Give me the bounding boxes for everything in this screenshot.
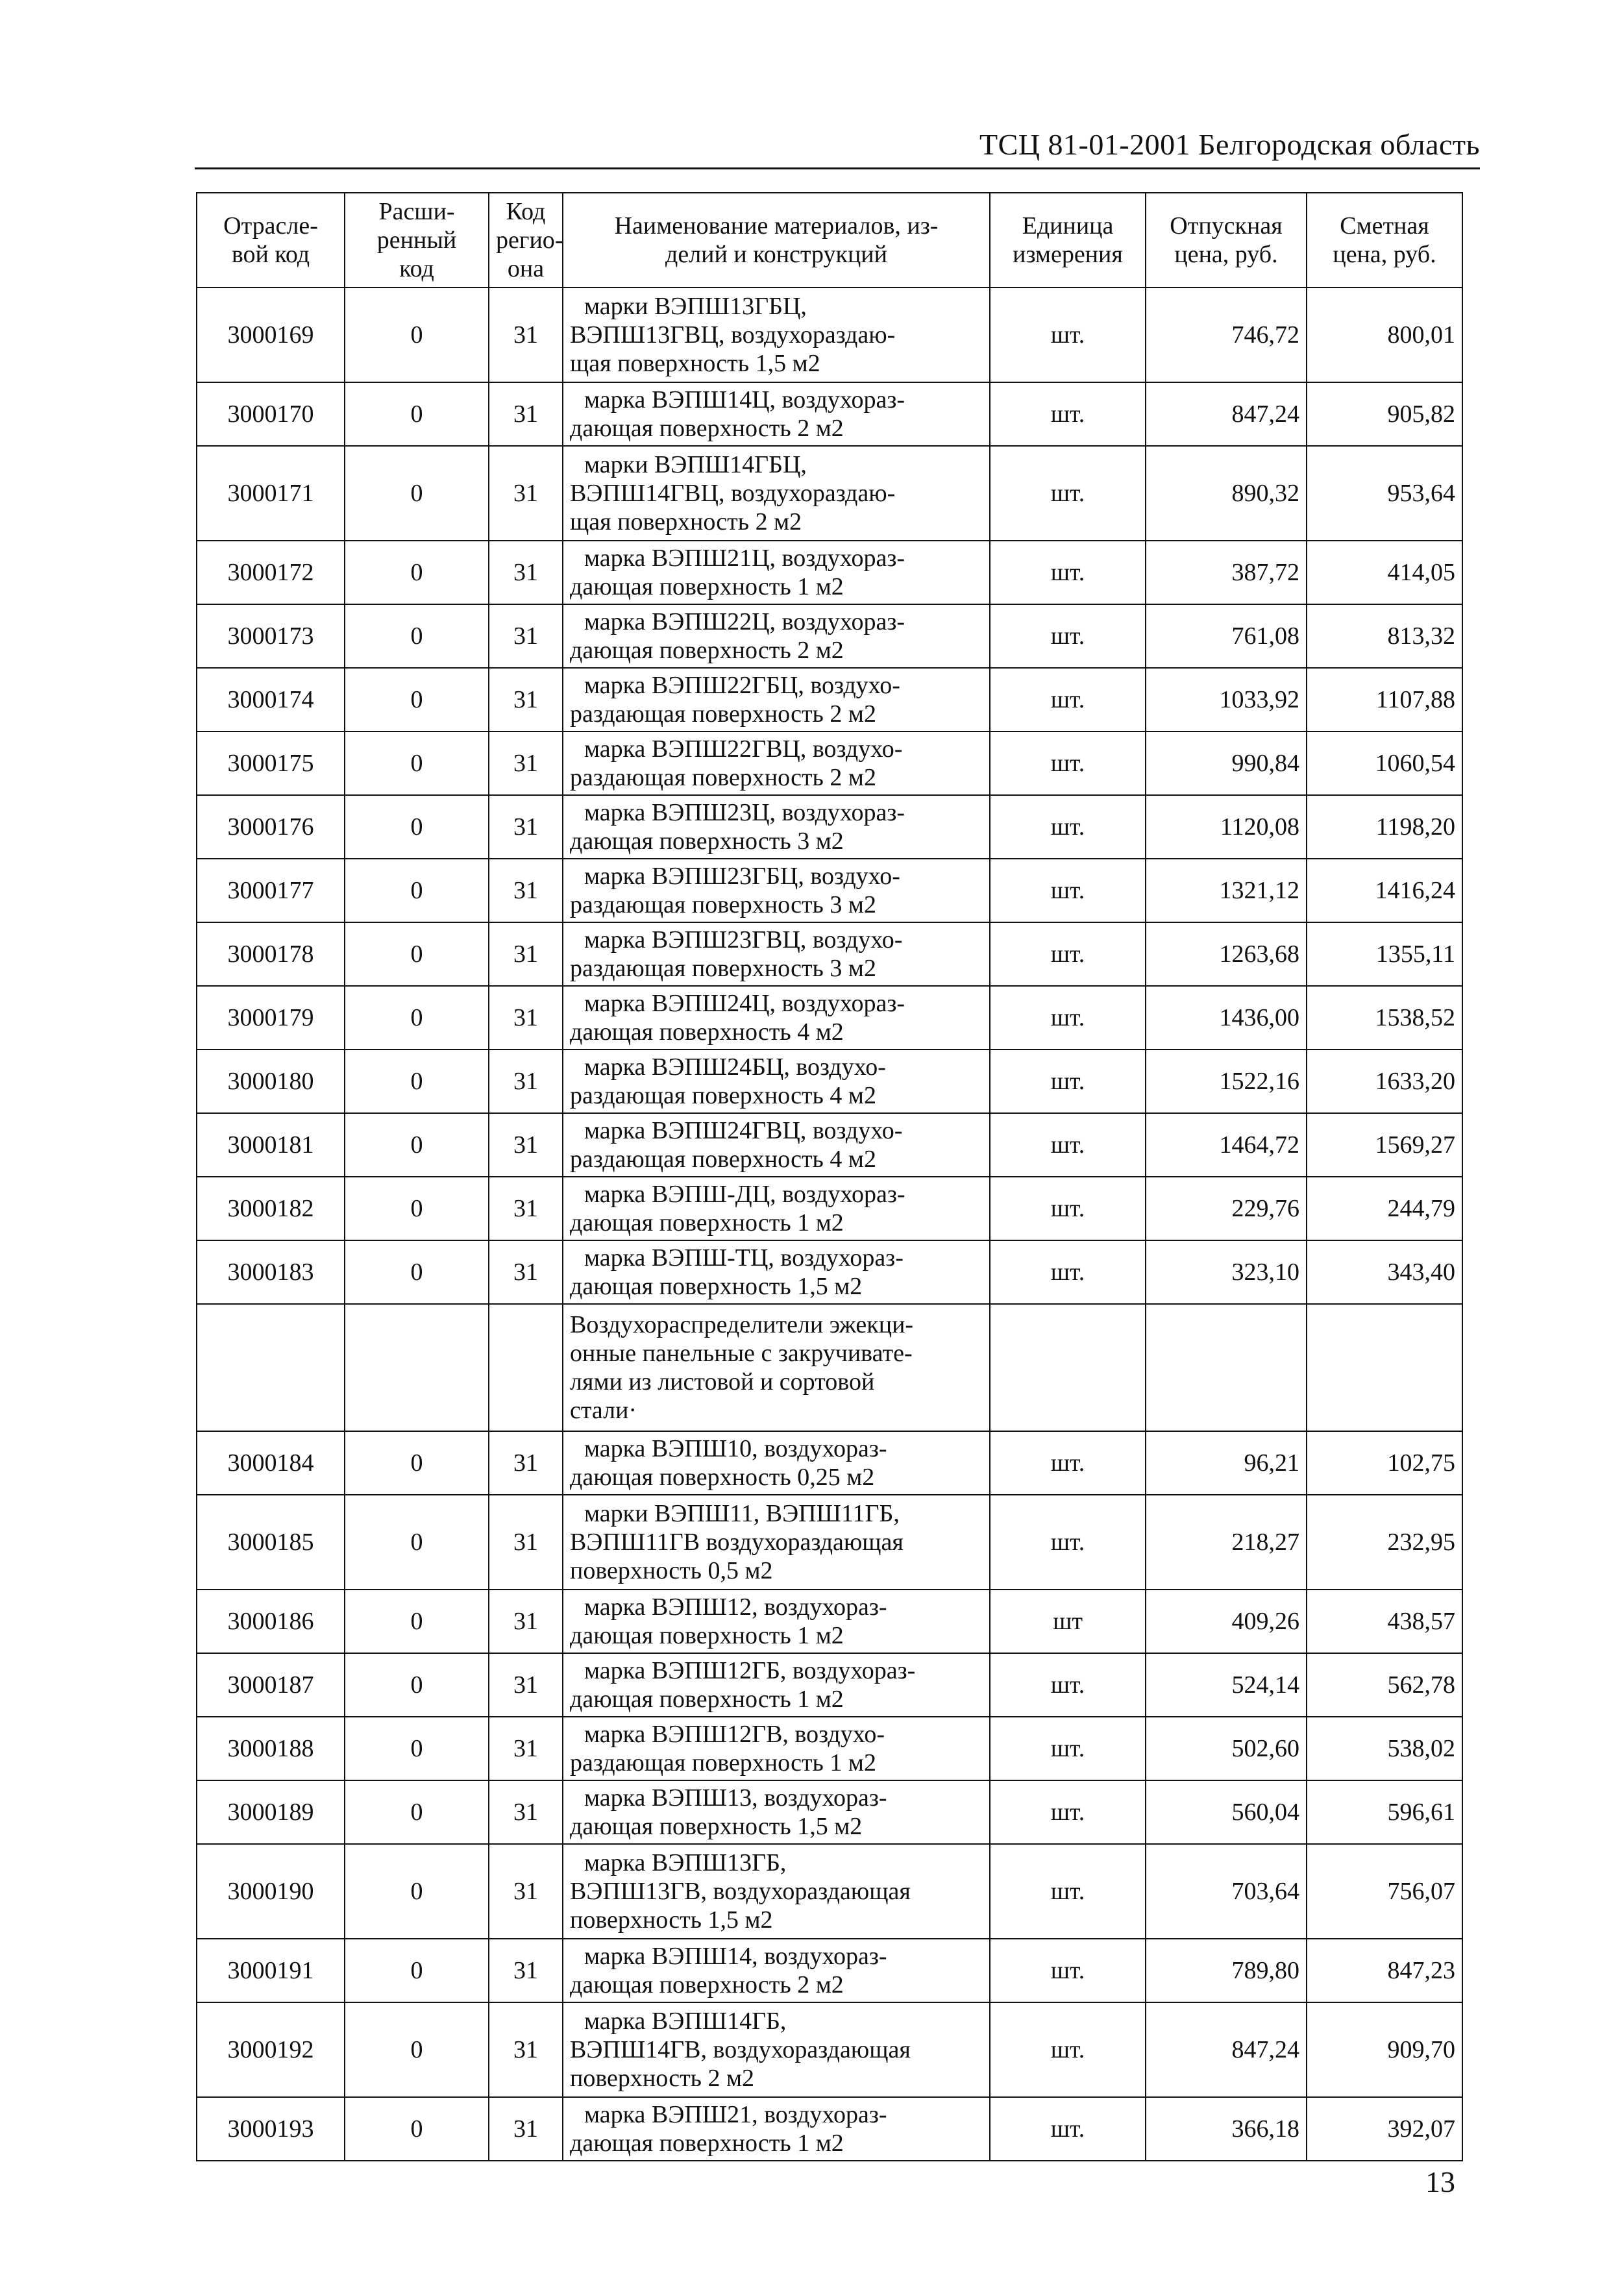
item-name-line: марки ВЭПШ13ГБЦ, [584, 293, 807, 320]
item-name-line: марка ВЭПШ13, воздухораз- [584, 1784, 887, 1812]
header-line: измерения [1013, 241, 1123, 268]
header-release-price [1146, 193, 1307, 288]
item-name-line: поверхность 0,5 м2 [570, 1557, 773, 1584]
estimate-price-cell: 1107,88 [1307, 668, 1462, 731]
estimate-price-cell: 596,61 [1307, 1780, 1462, 1844]
region-code-cell: 31 [489, 1113, 563, 1177]
estimate-price-cell: 562,78 [1307, 1653, 1462, 1717]
item-name-cell [563, 288, 990, 382]
item-name-cell [563, 668, 990, 731]
page-number: 13 [1425, 2165, 1455, 2198]
industry-code-cell: 3000169 [197, 288, 345, 382]
extended-code-cell: 0 [345, 1717, 489, 1780]
item-name-line: дающая поверхность 3 м2 [570, 828, 844, 855]
item-name-cell [563, 446, 990, 541]
item-name-line: дающая поверхность 2 м2 [570, 415, 844, 442]
header-line: делий и конструкций [665, 241, 887, 268]
unit-cell: шт. [990, 1431, 1146, 1495]
estimate-price-cell: 1198,20 [1307, 795, 1462, 859]
estimate-price-cell: 343,40 [1307, 1240, 1462, 1304]
estimate-price-cell: 392,07 [1307, 2097, 1462, 2161]
table-row [197, 1177, 1462, 1240]
unit-cell: шт. [990, 1780, 1146, 1844]
unit-cell: шт. [990, 1240, 1146, 1304]
item-name-line: марки ВЭПШ11, ВЭПШ11ГБ, [584, 1500, 900, 1527]
extended-code-cell: 0 [345, 1653, 489, 1717]
release-price-cell: 502,60 [1146, 1717, 1307, 1780]
price-table [196, 192, 1463, 2161]
unit-cell: шт. [990, 1177, 1146, 1240]
item-name-line: марка ВЭПШ12ГВ, воздухо- [584, 1721, 885, 1748]
region-code-cell: 31 [489, 1495, 563, 1590]
release-price-cell: 229,76 [1146, 1177, 1307, 1240]
unit-cell: шт. [990, 541, 1146, 604]
table-row [197, 859, 1462, 922]
extended-code-cell: 0 [345, 668, 489, 731]
release-price-cell: 1033,92 [1146, 668, 1307, 731]
region-code-cell: 31 [489, 1939, 563, 2002]
item-name-cell [563, 1240, 990, 1304]
table-row [197, 1717, 1462, 1780]
header-line: Сметная [1340, 212, 1429, 240]
item-name-line: дающая поверхность 0,25 м2 [570, 1464, 875, 1491]
item-name-line: марка ВЭПШ24БЦ, воздухо- [584, 1053, 886, 1081]
table-row [197, 922, 1462, 986]
item-name-line: ВЭПШ11ГВ воздухораздающая [570, 1529, 904, 1556]
release-price-cell: 323,10 [1146, 1240, 1307, 1304]
extended-code-cell: 0 [345, 986, 489, 1050]
extended-code-cell: 0 [345, 1113, 489, 1177]
extended-code-cell: 0 [345, 541, 489, 604]
table-row [197, 382, 1462, 446]
extended-code-cell: 0 [345, 1050, 489, 1113]
unit-cell: шт. [990, 731, 1146, 795]
industry-code-cell [197, 1304, 345, 1431]
table-row [197, 1495, 1462, 1590]
extended-code-cell: 0 [345, 288, 489, 382]
region-code-cell: 31 [489, 1050, 563, 1113]
item-name-line: дающая поверхность 1,5 м2 [570, 1273, 863, 1300]
release-price-cell: 387,72 [1146, 541, 1307, 604]
industry-code-cell: 3000188 [197, 1717, 345, 1780]
region-code-cell: 31 [489, 2097, 563, 2161]
header-estimate-price [1307, 193, 1462, 288]
unit-cell: шт. [990, 2002, 1146, 2097]
estimate-price-cell: 953,64 [1307, 446, 1462, 541]
extended-code-cell: 0 [345, 1780, 489, 1844]
estimate-price-cell: 1633,20 [1307, 1050, 1462, 1113]
region-code-cell: 31 [489, 1431, 563, 1495]
header-line: регио- [496, 227, 563, 254]
release-price-cell: 1522,16 [1146, 1050, 1307, 1113]
item-name-cell [563, 604, 990, 668]
table-row [197, 1590, 1462, 1653]
item-name-cell [563, 795, 990, 859]
header-region-code [489, 193, 563, 288]
item-name-cell [563, 1050, 990, 1113]
extended-code-cell: 0 [345, 1431, 489, 1495]
release-price-cell: 761,08 [1146, 604, 1307, 668]
estimate-price-cell: 1416,24 [1307, 859, 1462, 922]
page-header [195, 127, 1480, 173]
release-price-cell: 96,21 [1146, 1431, 1307, 1495]
industry-code-cell: 3000181 [197, 1113, 345, 1177]
item-name-line: онные панельные с закручивате- [570, 1340, 913, 1367]
industry-code-cell: 3000172 [197, 541, 345, 604]
industry-code-cell: 3000175 [197, 731, 345, 795]
industry-code-cell: 3000193 [197, 2097, 345, 2161]
region-code-cell: 31 [489, 382, 563, 446]
extended-code-cell: 0 [345, 1240, 489, 1304]
industry-code-cell: 3000192 [197, 2002, 345, 2097]
item-name-line: дающая поверхность 2 м2 [570, 1971, 844, 1998]
release-price-cell: 746,72 [1146, 288, 1307, 382]
item-name-cell [563, 731, 990, 795]
item-name-cell [563, 1844, 990, 1939]
header-line: Отпускная [1170, 212, 1283, 240]
item-name-line: дающая поверхность 1 м2 [570, 573, 844, 600]
region-code-cell [489, 1304, 563, 1431]
table-row [197, 1431, 1462, 1495]
industry-code-cell: 3000191 [197, 1939, 345, 2002]
header-line: Наименование материалов, из- [614, 212, 939, 240]
table-row [197, 668, 1462, 731]
item-name-line: марка ВЭПШ14, воздухораз- [584, 1943, 887, 1970]
unit-cell: шт. [990, 2097, 1146, 2161]
item-name-line: марка ВЭПШ23ГВЦ, воздухо- [584, 926, 903, 953]
release-price-cell: 990,84 [1146, 731, 1307, 795]
item-name-line: поверхность 2 м2 [570, 2065, 755, 2092]
unit-cell: шт. [990, 1653, 1146, 1717]
item-name-line: марка ВЭПШ14Ц, воздухораз- [584, 386, 905, 413]
release-price-cell: 703,64 [1146, 1844, 1307, 1939]
extended-code-cell: 0 [345, 382, 489, 446]
table-row [197, 2002, 1462, 2097]
table-row [197, 1780, 1462, 1844]
estimate-price-cell: 813,32 [1307, 604, 1462, 668]
industry-code-cell: 3000170 [197, 382, 345, 446]
industry-code-cell: 3000186 [197, 1590, 345, 1653]
unit-cell: шт. [990, 795, 1146, 859]
estimate-price-cell [1307, 1304, 1462, 1431]
item-name-line: раздающая поверхность 4 м2 [570, 1082, 876, 1109]
extended-code-cell: 0 [345, 1495, 489, 1590]
item-name-cell [563, 922, 990, 986]
unit-cell: шт. [990, 446, 1146, 541]
item-name-line: дающая поверхность 1 м2 [570, 2130, 844, 2157]
item-name-cell [563, 1939, 990, 2002]
region-code-cell: 31 [489, 1653, 563, 1717]
header-line: код [399, 255, 434, 282]
item-name-line: щая поверхность 2 м2 [570, 508, 802, 535]
estimate-price-cell: 905,82 [1307, 382, 1462, 446]
table-body [197, 288, 1462, 2161]
header-line: она [507, 255, 545, 282]
item-name-line: поверхность 1,5 м2 [570, 1906, 773, 1934]
estimate-price-cell: 909,70 [1307, 2002, 1462, 2097]
unit-cell: шт. [990, 859, 1146, 922]
unit-cell: шт. [990, 1939, 1146, 2002]
item-name-line: дающая поверхность 1 м2 [570, 1686, 844, 1713]
item-name-line: лями из листовой и сортовой [570, 1368, 875, 1395]
item-name-line: марка ВЭПШ21, воздухораз- [584, 2101, 887, 2128]
item-name-line: дающая поверхность 2 м2 [570, 637, 844, 664]
extended-code-cell: 0 [345, 1177, 489, 1240]
header-extended-code [345, 193, 489, 288]
item-name-line: раздающая поверхность 2 м2 [570, 700, 876, 728]
item-name-cell [563, 1113, 990, 1177]
estimate-price-cell: 1538,52 [1307, 986, 1462, 1050]
extended-code-cell: 0 [345, 446, 489, 541]
item-name-line: марка ВЭПШ24ГВЦ, воздухо- [584, 1117, 903, 1144]
region-code-cell: 31 [489, 859, 563, 922]
extended-code-cell: 0 [345, 795, 489, 859]
region-code-cell: 31 [489, 1717, 563, 1780]
item-name-cell [563, 382, 990, 446]
extended-code-cell: 0 [345, 1844, 489, 1939]
estimate-price-cell: 232,95 [1307, 1495, 1462, 1590]
unit-cell: шт. [990, 922, 1146, 986]
region-code-cell: 31 [489, 2002, 563, 2097]
table-row [197, 288, 1462, 382]
industry-code-cell: 3000180 [197, 1050, 345, 1113]
item-name-cell [563, 1177, 990, 1240]
item-name-line: марка ВЭПШ21Ц, воздухораз- [584, 545, 905, 572]
estimate-price-cell: 1355,11 [1307, 922, 1462, 986]
item-name-cell [563, 859, 990, 922]
item-name-line: дающая поверхность 1 м2 [570, 1622, 844, 1649]
industry-code-cell: 3000183 [197, 1240, 345, 1304]
extended-code-cell: 0 [345, 859, 489, 922]
table-row [197, 446, 1462, 541]
item-name-line: марка ВЭПШ-ДЦ, воздухораз- [584, 1181, 905, 1208]
item-name-line: Воздухораспределители эжекци- [570, 1311, 914, 1338]
item-name-cell [563, 2097, 990, 2161]
estimate-price-cell: 800,01 [1307, 288, 1462, 382]
unit-cell: шт. [990, 1717, 1146, 1780]
unit-cell: шт. [990, 668, 1146, 731]
industry-code-cell: 3000174 [197, 668, 345, 731]
release-price-cell: 890,32 [1146, 446, 1307, 541]
unit-cell: шт. [990, 604, 1146, 668]
region-code-cell: 31 [489, 446, 563, 541]
extended-code-cell: 0 [345, 2097, 489, 2161]
item-name-cell [563, 1780, 990, 1844]
extended-code-cell: 0 [345, 1939, 489, 2002]
item-name-cell [563, 1653, 990, 1717]
item-name-line: марка ВЭПШ24Ц, воздухораз- [584, 990, 905, 1017]
item-name-line: марка ВЭПШ12, воздухораз- [584, 1593, 887, 1621]
item-name-line: марка ВЭПШ12ГБ, воздухораз- [584, 1657, 916, 1684]
release-price-cell: 409,26 [1146, 1590, 1307, 1653]
header-line: Код [506, 198, 546, 225]
region-code-cell: 31 [489, 1240, 563, 1304]
item-name-line: марка ВЭПШ23ГБЦ, воздухо- [584, 863, 900, 890]
estimate-price-cell: 1569,27 [1307, 1113, 1462, 1177]
item-name-line: раздающая поверхность 3 м2 [570, 955, 876, 982]
table-row [197, 1653, 1462, 1717]
section-header-row [197, 1304, 1462, 1431]
item-name-line: ВЭПШ13ГВ, воздухораздающая [570, 1878, 911, 1905]
item-name-line: марка ВЭПШ22ГВЦ, воздухо- [584, 735, 903, 763]
table-row [197, 604, 1462, 668]
region-code-cell: 31 [489, 541, 563, 604]
header-line: Единица [1022, 212, 1114, 240]
item-name-line: дающая поверхность 1,5 м2 [570, 1813, 863, 1840]
item-name-cell [563, 1590, 990, 1653]
item-name-line: марка ВЭПШ23Ц, воздухораз- [584, 799, 905, 826]
region-code-cell: 31 [489, 1844, 563, 1939]
item-name-line: раздающая поверхность 3 м2 [570, 891, 876, 918]
header-item-name [563, 193, 990, 288]
unit-cell: шт. [990, 288, 1146, 382]
unit-cell: шт. [990, 1495, 1146, 1590]
header-line: цена, руб. [1333, 241, 1436, 268]
region-code-cell: 31 [489, 604, 563, 668]
item-name-cell [563, 541, 990, 604]
item-name-line: ВЭПШ14ГВ, воздухораздающая [570, 2036, 911, 2063]
estimate-price-cell: 847,23 [1307, 1939, 1462, 2002]
unit-cell: шт. [990, 1113, 1146, 1177]
extended-code-cell: 0 [345, 604, 489, 668]
estimate-price-cell: 438,57 [1307, 1590, 1462, 1653]
unit-cell: шт [990, 1590, 1146, 1653]
item-name-line: раздающая поверхность 2 м2 [570, 764, 876, 791]
header-rule [195, 167, 1480, 169]
release-price-cell: 1464,72 [1146, 1113, 1307, 1177]
industry-code-cell: 3000177 [197, 859, 345, 922]
region-code-cell: 31 [489, 1780, 563, 1844]
item-name-cell [563, 2002, 990, 2097]
unit-cell [990, 1304, 1146, 1431]
industry-code-cell: 3000190 [197, 1844, 345, 1939]
release-price-cell: 1263,68 [1146, 922, 1307, 986]
industry-code-cell: 3000176 [197, 795, 345, 859]
header-line: ренный [376, 227, 457, 254]
item-name-line: дающая поверхность 1 м2 [570, 1209, 844, 1236]
industry-code-cell: 3000182 [197, 1177, 345, 1240]
industry-code-cell: 3000171 [197, 446, 345, 541]
item-name-line: раздающая поверхность 4 м2 [570, 1146, 876, 1173]
unit-cell: шт. [990, 986, 1146, 1050]
item-name-line: стали· [570, 1397, 637, 1424]
region-code-cell: 31 [489, 986, 563, 1050]
industry-code-cell: 3000187 [197, 1653, 345, 1717]
release-price-cell: 789,80 [1146, 1939, 1307, 2002]
header-line: Отрасле- [223, 212, 318, 240]
header-line: вой код [231, 241, 310, 268]
region-code-cell: 31 [489, 668, 563, 731]
extended-code-cell: 0 [345, 2002, 489, 2097]
table-row [197, 1050, 1462, 1113]
table-row [197, 986, 1462, 1050]
industry-code-cell: 3000184 [197, 1431, 345, 1495]
item-name-line: марки ВЭПШ14ГБЦ, [584, 451, 807, 478]
region-code-cell: 31 [489, 1177, 563, 1240]
item-name-line: щая поверхность 1,5 м2 [570, 350, 820, 377]
header-line: Расши- [378, 198, 455, 225]
item-name-cell [563, 1717, 990, 1780]
item-name-line: раздающая поверхность 1 м2 [570, 1749, 876, 1776]
industry-code-cell: 3000173 [197, 604, 345, 668]
extended-code-cell: 0 [345, 922, 489, 986]
item-name-line: марка ВЭПШ14ГБ, [584, 2008, 787, 2035]
region-code-cell: 31 [489, 288, 563, 382]
unit-cell: шт. [990, 1844, 1146, 1939]
item-name-line: марка ВЭПШ13ГБ, [584, 1849, 787, 1876]
header-line: цена, руб. [1174, 241, 1278, 268]
table-row [197, 1844, 1462, 1939]
item-name-line: марка ВЭПШ10, воздухораз- [584, 1435, 887, 1462]
item-name-cell [563, 1304, 990, 1431]
release-price-cell: 218,27 [1146, 1495, 1307, 1590]
table-row [197, 731, 1462, 795]
release-price-cell: 847,24 [1146, 2002, 1307, 2097]
release-price-cell: 560,04 [1146, 1780, 1307, 1844]
item-name-cell [563, 1431, 990, 1495]
table-row [197, 1240, 1462, 1304]
release-price-cell: 1436,00 [1146, 986, 1307, 1050]
release-price-cell: 1120,08 [1146, 795, 1307, 859]
table-header-row [197, 193, 1462, 288]
region-code-cell: 31 [489, 795, 563, 859]
extended-code-cell: 0 [345, 1590, 489, 1653]
estimate-price-cell: 538,02 [1307, 1717, 1462, 1780]
release-price-cell [1146, 1304, 1307, 1431]
item-name-line: дающая поверхность 4 м2 [570, 1018, 844, 1046]
table-row [197, 1939, 1462, 2002]
table-row [197, 541, 1462, 604]
estimate-price-cell: 414,05 [1307, 541, 1462, 604]
region-code-cell: 31 [489, 731, 563, 795]
header-unit [990, 193, 1146, 288]
release-price-cell: 366,18 [1146, 2097, 1307, 2161]
table-row [197, 2097, 1462, 2161]
table-row [197, 1113, 1462, 1177]
release-price-cell: 847,24 [1146, 382, 1307, 446]
document-title: ТСЦ 81-01-2001 Белгородская область [979, 128, 1480, 161]
region-code-cell: 31 [489, 1590, 563, 1653]
release-price-cell: 524,14 [1146, 1653, 1307, 1717]
industry-code-cell: 3000179 [197, 986, 345, 1050]
unit-cell: шт. [990, 382, 1146, 446]
region-code-cell: 31 [489, 922, 563, 986]
industry-code-cell: 3000185 [197, 1495, 345, 1590]
table-row [197, 795, 1462, 859]
estimate-price-cell: 244,79 [1307, 1177, 1462, 1240]
release-price-cell: 1321,12 [1146, 859, 1307, 922]
estimate-price-cell: 1060,54 [1307, 731, 1462, 795]
item-name-line: ВЭПШ14ГВЦ, воздухораздаю- [570, 480, 896, 507]
industry-code-cell: 3000189 [197, 1780, 345, 1844]
item-name-cell [563, 1495, 990, 1590]
industry-code-cell: 3000178 [197, 922, 345, 986]
estimate-price-cell: 756,07 [1307, 1844, 1462, 1939]
header-industry-code [197, 193, 345, 288]
extended-code-cell: 0 [345, 731, 489, 795]
item-name-line: ВЭПШ13ГВЦ, воздухораздаю- [570, 321, 896, 349]
item-name-line: марка ВЭПШ22Ц, воздухораз- [584, 608, 905, 635]
item-name-line: марка ВЭПШ22ГБЦ, воздухо- [584, 672, 900, 699]
extended-code-cell [345, 1304, 489, 1431]
item-name-line: марка ВЭПШ-ТЦ, воздухораз- [584, 1244, 904, 1272]
unit-cell: шт. [990, 1050, 1146, 1113]
item-name-cell [563, 986, 990, 1050]
estimate-price-cell: 102,75 [1307, 1431, 1462, 1495]
